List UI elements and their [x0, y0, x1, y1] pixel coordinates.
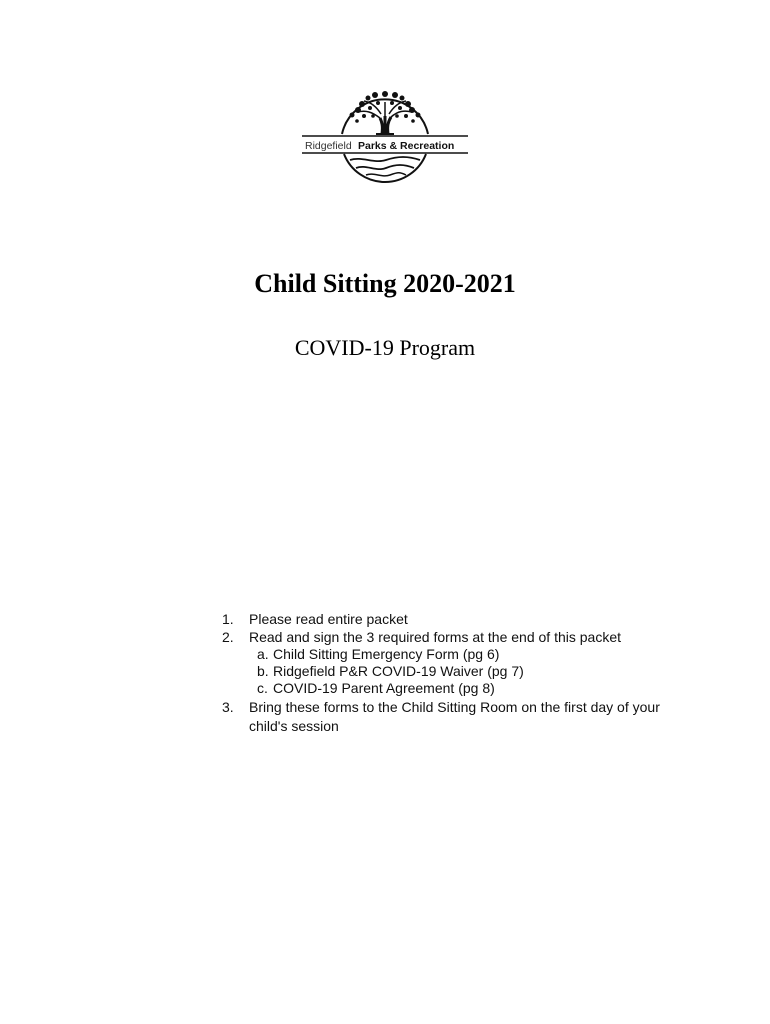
list-item-number: 2.	[222, 629, 234, 645]
tree-icon	[300, 86, 470, 186]
svg-text:Ridgefield: Ridgefield	[305, 140, 352, 152]
sub-list-item-letter: b.	[257, 663, 269, 679]
document-subtitle: COVID-19 Program	[294, 335, 476, 360]
svg-text:Parks & Recreation: Parks & Recreation	[358, 140, 455, 152]
list-item	[222, 628, 682, 646]
list-item-number: 1.	[222, 611, 234, 627]
sub-list-item-letter: c.	[257, 680, 268, 696]
document-title: Child Sitting 2020-2021	[254, 269, 516, 298]
sub-list-item	[257, 646, 682, 663]
list-item-text: Bring these forms to the Child Sitting Room on the first day of your child's session	[249, 699, 660, 734]
list-item	[222, 610, 682, 628]
sub-list-item-text: COVID-19 Parent Agreement (pg 8)	[273, 680, 495, 696]
instructions-list	[222, 610, 682, 736]
sub-list-item	[257, 663, 682, 680]
sub-list-item-letter: a.	[257, 646, 269, 662]
list-item-number: 3.	[222, 699, 234, 715]
sub-list	[257, 646, 682, 697]
ridgefield-parks-logo	[300, 86, 470, 186]
list-item	[222, 698, 682, 736]
sub-list-item	[257, 680, 682, 697]
list-item-text: Please read entire packet	[249, 611, 408, 627]
list-item-text: Read and sign the 3 required forms at the end of this packet	[249, 629, 622, 645]
sub-list-item-text: Child Sitting Emergency Form (pg 6)	[273, 646, 500, 662]
sub-list-item-text: Ridgefield P&R COVID-19 Waiver (pg 7)	[273, 663, 524, 679]
